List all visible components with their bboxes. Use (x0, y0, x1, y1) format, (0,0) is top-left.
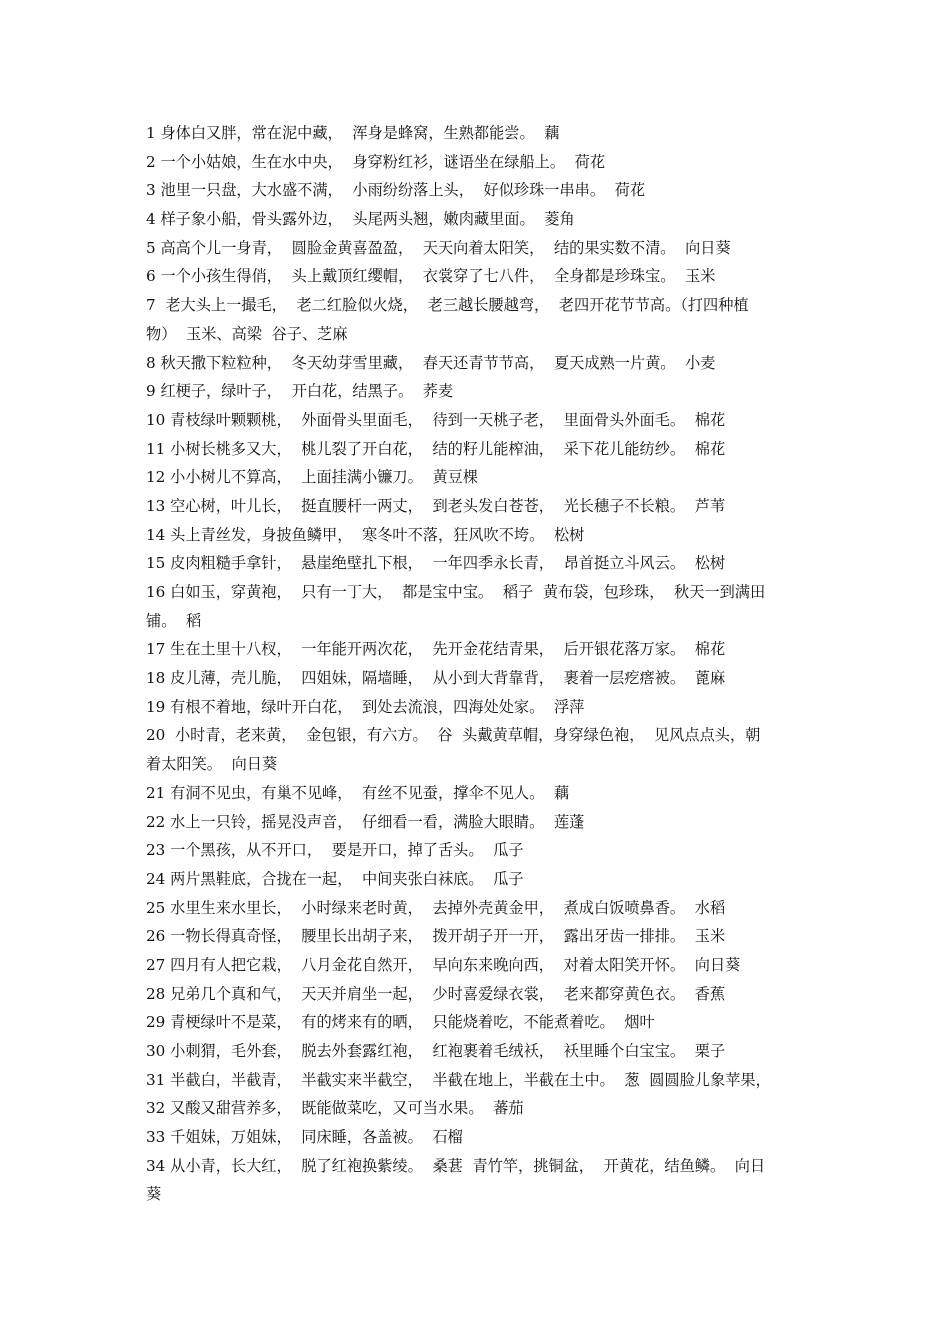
text-line: 5 高高个儿一身青， 圆脸金黄喜盈盈， 天天向着太阳笑， 结的果实数不清。 向日葵 (146, 238, 731, 257)
text-line: 14 头上青丝发，身披鱼鳞甲， 寒冬叶不落，狂风吹不垮。 松树 (146, 525, 585, 544)
text-line: 22 水上一只铃，摇晃没声音， 仔细看一看，满脸大眼睛。 莲蓬 (146, 812, 585, 831)
text-line (146, 1209, 812, 1238)
text-line: 19 有根不着地，绿叶开白花， 到处去流浪，四海处处家。 浮萍 (146, 697, 585, 716)
text-line: 13 空心树，叶儿长， 挺直腰杆一两丈， 到老头发白苍苍， 光长穗子不长粮。 芦苇 (146, 496, 726, 515)
text-line: 9 红梗子，绿叶子， 开白花，结黑子。 荞麦 (146, 382, 454, 401)
text-line: 27 四月有人把它栽， 八月金花自然开， 早向东来晚向西， 对着太阳笑开怀。 向日葵 (146, 955, 741, 974)
text-line: 25 水里生来水里长， 小时绿来老时黄， 去掉外壳黄金甲， 煮成白饭喷鼻香。 水稻 (146, 898, 726, 917)
text-line: 16 白如玉，穿黄袍， 只有一丁大， 都是宝中宝。 稻子 黄布袋，包珍珠， 秋天一到满田 (146, 583, 766, 601)
text-line: 23 一个黑孩，从不开口， 要是开口，掉了舌头。 瓜子 (146, 841, 524, 860)
text-line: 8 秋天撒下粒粒种， 冬天幼芽雪里藏， 春天还青节节高， 夏天成熟一片黄。 小麦 (146, 353, 716, 372)
text-line: 10 青枝绿叶颗颗桃， 外面骨头里面毛， 待到一天桃子老， 里面骨头外面毛。 棉花 (146, 410, 726, 429)
text-line: 6 一个小孩生得俏， 头上戴顶红缨帽， 衣裳穿了七八件， 全身都是珍珠宝。 玉米 (146, 267, 716, 286)
text-line: 24 两片黑鞋底，合拢在一起， 中间夹张白袜底。 瓜子 (146, 869, 524, 888)
text-line: 着太阳笑。 向日葵 (146, 755, 278, 774)
text-line: 物） 玉米、高梁 谷子、芝麻 (146, 324, 348, 343)
text-line: 34 从小青，长大红， 脱了红袍换紫绫。 桑葚 青竹竿，挑铜盆， 开黄花，结鱼鳞。 向日 (146, 1156, 766, 1175)
text-line: 2 一个小姑娘，生在水中央， 身穿粉红衫，谜语坐在绿船上。 荷花 (146, 152, 606, 171)
text-line: 15 皮肉粗糙手拿针， 悬崖绝壁扎下根， 一年四季永长青， 昂首挺立斗风云。 松树 (146, 554, 726, 573)
text-line: 葵 (146, 1185, 162, 1204)
text-line: 3 池里一只盘，大水盛不满， 小雨纷纷落上头， 好似珍珠一串串。 荷花 (146, 181, 646, 200)
text-line: 21 有洞不见虫，有巢不见峰， 有丝不见蚕，撑伞不见人。 藕 (146, 783, 570, 802)
text-line: 33 千姐妹，万姐妹， 同床睡，各盖被。 石榴 (146, 1128, 463, 1147)
text-line: 20 小时青，老来黄， 金包银，有六方。 谷 头戴黄草帽，身穿绿色袍， 见风点点头，朝 (146, 726, 761, 745)
text-line: 4 样子象小船，骨头露外边， 头尾两头翘，嫩肉藏里面。 菱角 (146, 210, 575, 229)
text-line: 12 小小树儿不算高， 上面挂满小镰刀。 黄豆棵 (146, 468, 479, 487)
text-line: 17 生在土里十八杈， 一年能开两次花， 先开金花结青果， 后开银花落万家。 棉花 (146, 640, 726, 659)
text-line: 26 一物长得真奇怪， 腰里长出胡子来， 拨开胡子开一开， 露出牙齿一排排。 玉米 (146, 927, 726, 946)
text-line: 28 兄弟几个真和气， 天天并肩坐一起， 少时喜爱绿衣裳， 老来都穿黄色衣。 香蕉 (146, 984, 726, 1003)
text-line: 1 身体白又胖，常在泥中藏， 浑身是蜂窝，生熟都能尝。 藕 (146, 124, 560, 142)
text-line: 铺。 稻 (146, 611, 202, 630)
text-line: 30 小刺猬，毛外套， 脱去外套露红袍， 红袍裹着毛绒袄， 袄里睡个白宝宝。 栗子 (146, 1042, 726, 1060)
text-line: 18 皮儿薄，壳儿脆， 四姐妹，隔墙睡， 从小到大背靠背， 裹着一层疙瘩被。 蓖麻 (146, 669, 726, 688)
text-line: 31 半截白，半截青， 半截实来半截空， 半截在地上，半截在土中。 葱 圆圆脸儿象苹果， (146, 1070, 771, 1089)
text-line: 11 小树长桃多又大， 桃儿裂了开白花， 结的籽儿能榨油， 采下花儿能纺纱。 棉花 (146, 439, 726, 458)
text-line: 32 又酸又甜营养多， 既能做菜吃，又可当水果。 蕃茄 (146, 1099, 524, 1118)
text-line: 7 老大头上一撮毛， 老二红脸似火烧， 老三越长腰越弯， 老四开花节节高。（打四种植 (146, 296, 749, 315)
riddle-text-block (146, 119, 812, 1238)
text-line: 29 青梗绿叶不是菜， 有的烤来有的晒， 只能烧着吃，不能煮着吃。 烟叶 (146, 1013, 655, 1032)
